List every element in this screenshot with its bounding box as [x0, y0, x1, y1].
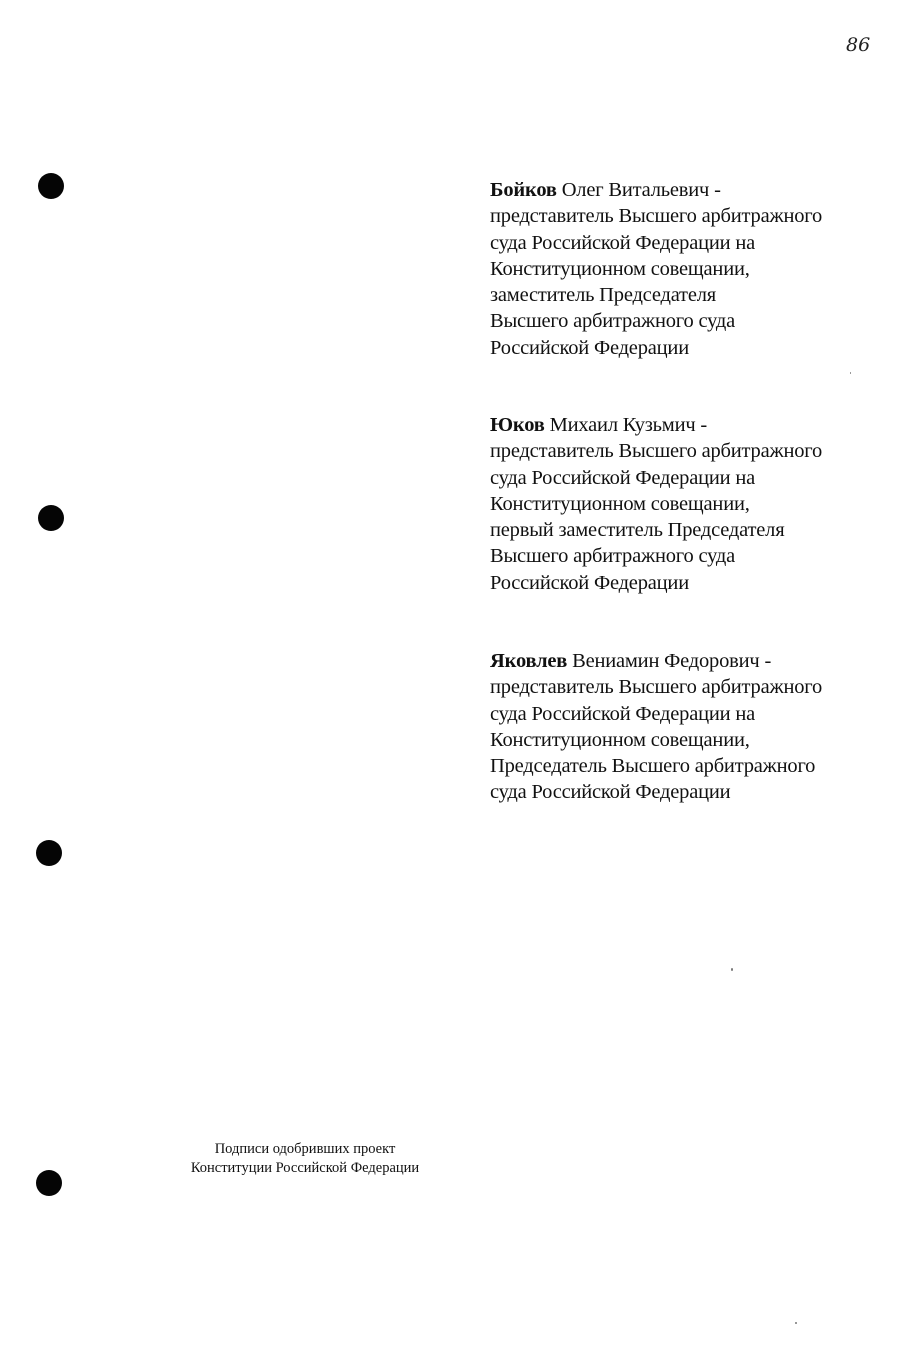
member-name-line: [490, 177, 890, 203]
member-name-line: [490, 412, 890, 438]
scan-speck: [731, 968, 733, 971]
caption-line: Конституции Российской Федерации: [190, 1160, 420, 1176]
member-given-names: Михаил Кузьмич -: [544, 414, 708, 436]
scan-speck: [850, 372, 851, 374]
member-entry: [490, 412, 890, 596]
position-line: Высшего арбитражного суда: [490, 545, 735, 568]
position-line: Высшего арбитражного суда: [490, 310, 735, 333]
position-line: суда Российской Федерации на: [490, 702, 756, 725]
position-line: Российской Федерации: [490, 336, 689, 359]
position-line: представитель Высшего арбитражного: [490, 440, 823, 463]
position-line: суда Российской Федерации на: [490, 231, 756, 254]
position-line: Конституционном совещании,: [490, 728, 750, 751]
scan-speck: [795, 1322, 797, 1324]
signatures-caption: [150, 1140, 460, 1178]
position-line: Российской Федерации: [490, 571, 689, 594]
member-surname: Бойков: [490, 179, 557, 201]
member-given-names: Вениамин Федорович -: [567, 650, 772, 672]
position-line: первый заместитель Председателя: [490, 519, 785, 542]
position-line: суда Российской Федерации: [490, 781, 731, 804]
member-given-names: Олег Витальевич -: [556, 179, 721, 201]
page-number: 86: [846, 34, 871, 56]
member-entry: [490, 648, 890, 806]
position-line: Конституционном совещании,: [490, 492, 750, 515]
member-surname: Яковлев: [490, 650, 568, 672]
member-name-line: [490, 648, 890, 674]
position-line: представитель Высшего арбитражного: [490, 676, 823, 699]
position-line: суда Российской Федерации на: [490, 466, 756, 489]
position-line: Конституционном совещании,: [490, 257, 750, 280]
position-line: Председатель Высшего арбитражного: [490, 755, 816, 778]
caption-line: Подписи одобривших проект: [214, 1141, 396, 1157]
punch-hole: [38, 173, 64, 199]
member-surname: Юков: [490, 414, 545, 436]
member-entry: [490, 177, 890, 361]
punch-hole: [36, 1170, 62, 1196]
position-line: заместитель Председателя: [490, 284, 716, 307]
punch-hole: [38, 505, 64, 531]
punch-hole: [36, 840, 62, 866]
position-line: представитель Высшего арбитражного: [490, 205, 823, 228]
